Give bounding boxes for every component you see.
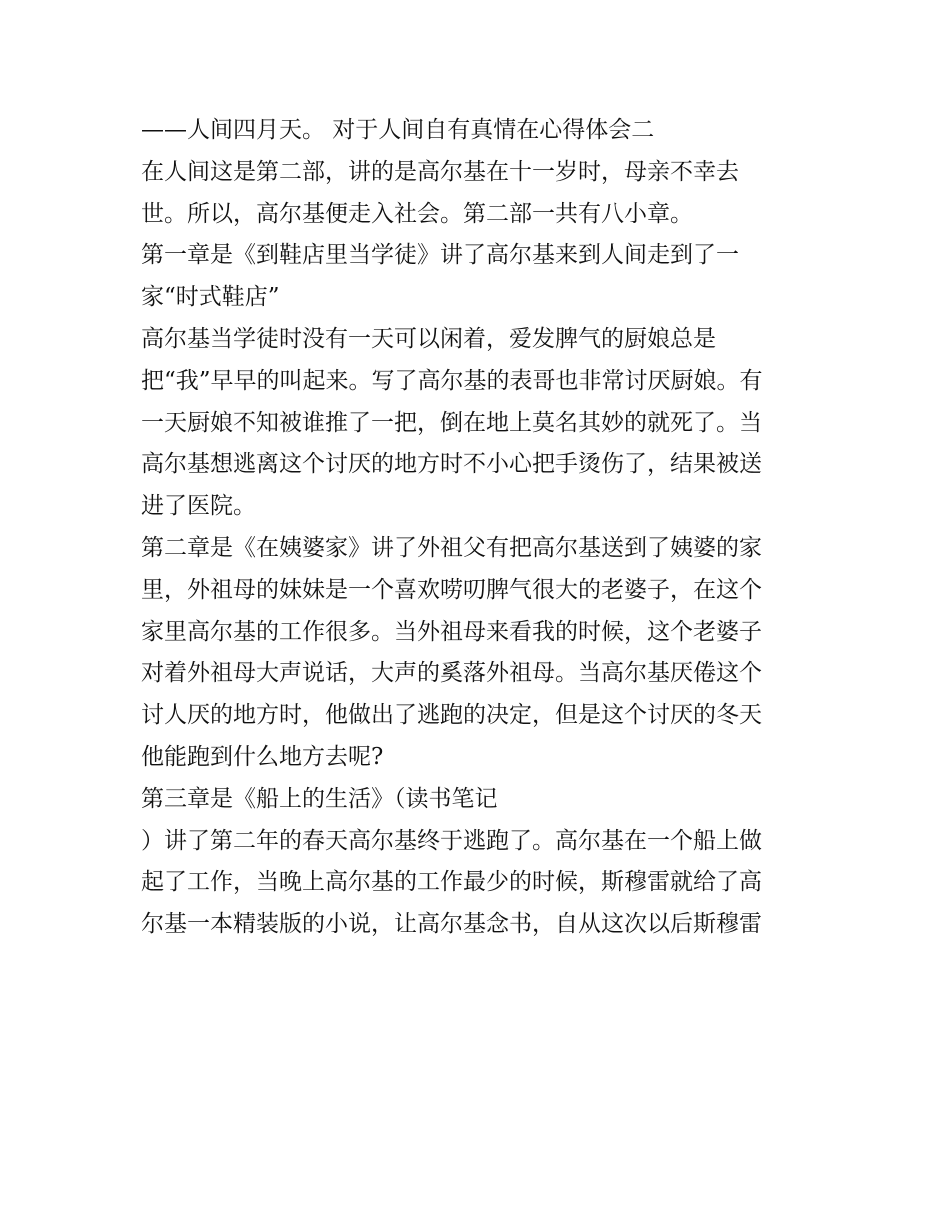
paragraph-line: 把“我”早早的叫起来。写了高尔基的表哥也非常讨厌厨娘。有 bbox=[141, 367, 763, 394]
paragraph-line: 高尔基想逃离这个讨厌的地方时不小心把手烫伤了，结果被送 bbox=[141, 451, 762, 478]
paragraph-line: 第二章是《在姨婆家》讲了外祖父有把高尔基送到了姨婆的家 bbox=[141, 534, 762, 561]
paragraph-line: 世。所以，高尔基便走入社会。第二部一共有八小章。 bbox=[141, 200, 693, 227]
document-title-line: ——人间四月天。 对于人间自有真情在心得体会二 bbox=[141, 117, 655, 143]
paragraph-line: 起了工作，当晚上高尔基的工作最少的时候，斯穆雷就给了高 bbox=[141, 869, 762, 896]
paragraph-line: 里，外祖母的妹妹是一个喜欢唠叨脾气很大的老婆子，在这个 bbox=[141, 576, 762, 603]
document-body bbox=[141, 110, 821, 946]
paragraph-line: 高尔基当学徒时没有一天可以闲着，爱发脾气的厨娘总是 bbox=[141, 325, 716, 352]
paragraph-line: 家“时式鞋店” bbox=[141, 284, 280, 311]
paragraph-line: 第三章是《船上的生活》（读书笔记 bbox=[141, 785, 498, 812]
paragraph-line: 尔基一本精装版的小说，让高尔基念书，自从这次以后斯穆雷 bbox=[141, 911, 762, 938]
paragraph-line: 对着外祖母大声说话，大声的奚落外祖母。当高尔基厌倦这个 bbox=[141, 660, 762, 687]
paragraph-line: 一天厨娘不知被谁推了一把，倒在地上莫名其妙的就死了。当 bbox=[141, 409, 762, 436]
paragraph-line: ）讲了第二年的春天高尔基终于逃跑了。高尔基在一个船上做 bbox=[141, 827, 762, 854]
paragraph-line: 家里高尔基的工作很多。当外祖母来看我的时候，这个老婆子 bbox=[141, 618, 762, 645]
paragraph-line: 在人间这是第二部，讲的是高尔基在十一岁时，母亲不幸去 bbox=[141, 158, 739, 185]
paragraph-line: 进了医院。 bbox=[141, 493, 256, 520]
paragraph-line: 讨人厌的地方时，他做出了逃跑的决定，但是这个讨厌的冬天 bbox=[141, 702, 762, 729]
paragraph-line: 第一章是《到鞋店里当学徒》讲了高尔基来到人间走到了一 bbox=[141, 242, 739, 269]
paragraph-line: 他能跑到什么地方去呢? bbox=[141, 743, 384, 770]
